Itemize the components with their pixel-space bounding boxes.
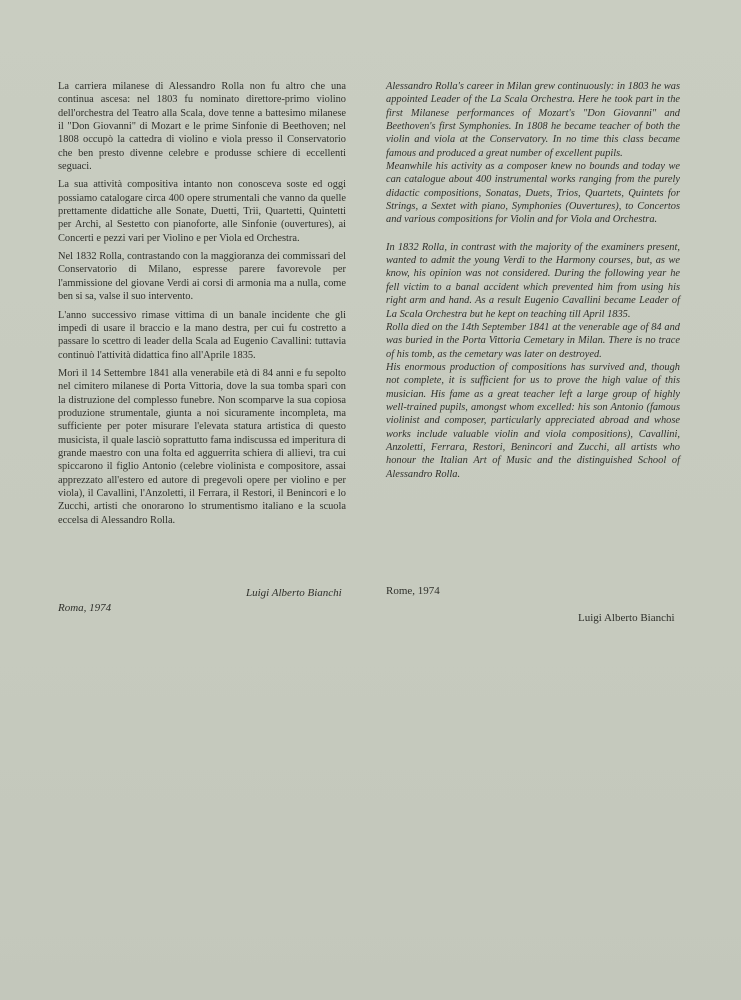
english-signature: Luigi Alberto Bianchi <box>578 612 675 624</box>
english-paragraph: His enormous production of compositions has survived and, though not complete, it is sufficient for us to prove the high value of this musician. His fame as a great teacher left a large group of highly well-trained pupils, amongst whom excelled: his son Antonio (famous violinist and composer, particularly appreciated abroad and whose works include valuable violin and viola compositions), Cavallini, Anzoletti, Ferrara, Restori, Benincori and Zucchi, all artists who honour the Italian Art of Music and the distinguished School of Alessandro Rolla. <box>386 361 680 480</box>
italian-place-date: Roma, 1974 <box>58 602 112 614</box>
english-text-column <box>386 80 680 481</box>
italian-signature: Luigi Alberto Bianchi <box>246 587 342 599</box>
italian-paragraph: Nel 1832 Rolla, contrastando con la maggioranza dei commissari del Conservatorio di Milano, espresse parere favorevole per l'ammissione del giovane Verdi ai corsi di armonia ma a nulla, come ben si sa, valse il suo intervento. <box>58 251 346 303</box>
english-paragraph: Rolla died on the 14th September 1841 at the venerable age of 84 and was buried in the Porta Vittoria Cemetary in Milan. There is no trace of his tomb, as the cemetary was later on destroyed. <box>386 321 680 360</box>
english-paragraph: Meanwhile his activity as a composer knew no bounds and today we can catalogue about 400 instrumental works ranging from the purely didactic compositions, Sonatas, Duets, Trios, Quartets, Quintets for Strings, a Sextet with piano, Symphonies (Ouvertures), to Concertos and various compositions for Violin and for Viola and Orchestra. <box>386 161 680 226</box>
italian-text-column <box>58 80 346 532</box>
english-place-date: Rome, 1974 <box>386 585 440 597</box>
italian-paragraph: Morì il 14 Settembre 1841 alla venerabile età di 84 anni e fu sepolto nel cimitero milanese di Porta Vittoria, dove la sua tomba sparì con la distruzione del complesso funebre. Non scomparve la sua copiosa produzione strumentale, giunta a noi sicuramente incompleta, ma sufficiente per poter misurare l'elevata statura artistica di questo musicista, il quale lasciò soprattutto fama indiscussa ed imperitura di grande maestro con una folta ed agguerrita schiera di allievi, tra cui spiccarono il figlio Antonio (celebre violinista e compositore, assai apprezzato all'estero ed autore di pregevoli opere per violino e per viola), il Cavallini, l'Anzoletti, il Ferrara, il Restori, il Benincori e lo Zucchi, artisti che onorarono lo strumentismo italiano e la scuola eccelsa di Alessandro Rolla. <box>58 367 346 526</box>
english-paragraph: In 1832 Rolla, in contrast with the majority of the examiners present, wanted to admit the young Verdi to the Harmony courses, but, as we know, his opinion was not considered. During the following year he fell victim to a banal accident which prevented him from using his right arm and hand. As a result Eugenio Cavallini became Leader of La Scala Orchestra but he kept on teaching till April 1835. <box>386 241 680 320</box>
italian-paragraph: L'anno successivo rimase vittima di un banale incidente che gli impedì di usare il braccio e la mano destra, per cui fu costretto a passare lo scettro di leader della Scala ad Eugenio Cavallini: tuttavia continuò l'attività didattica fino all'Aprile 1835. <box>58 309 346 361</box>
italian-paragraph: La carriera milanese di Alessandro Rolla non fu altro che una continua ascesa: nel 1803 fu nominato direttore-primo violino dell'orchestra del Teatro alla Scala, dove tenne a battesimo milanese il "Don Giovanni" di Mozart e le prime Sinfonie di Beethoven; nel 1808 occupò la cattedra di violino e viola presso il Conservatorio che ben presto divenne celebre e produsse schiere di eccellenti seguaci. <box>58 81 346 173</box>
italian-paragraph: La sua attività compositiva intanto non conosceva soste ed oggi possiamo catalogare circa 400 opere strumentali che vanno da quelle prettamente didattiche alle Sonate, Duetti, Trii, Quartetti, Quintetti per Archi, al Sestetto con pianoforte, alle Sinfonie (ouvertures), ai Concerti e pezzi vari per Violino e per Viola ed Orchestra. <box>58 179 346 244</box>
english-paragraph: Alessandro Rolla's career in Milan grew continuously: in 1803 he was appointed Leader of the La Scala Orchestra. Here he took part in the first Milanese performances of Mozart's "Don Giovanni" and Beethoven's first Symphonies. In 1808 he became teacher of both the violin and viola at the Conservatory. In no time this class became famous and produced a great number of excellent pupils. <box>386 81 680 159</box>
